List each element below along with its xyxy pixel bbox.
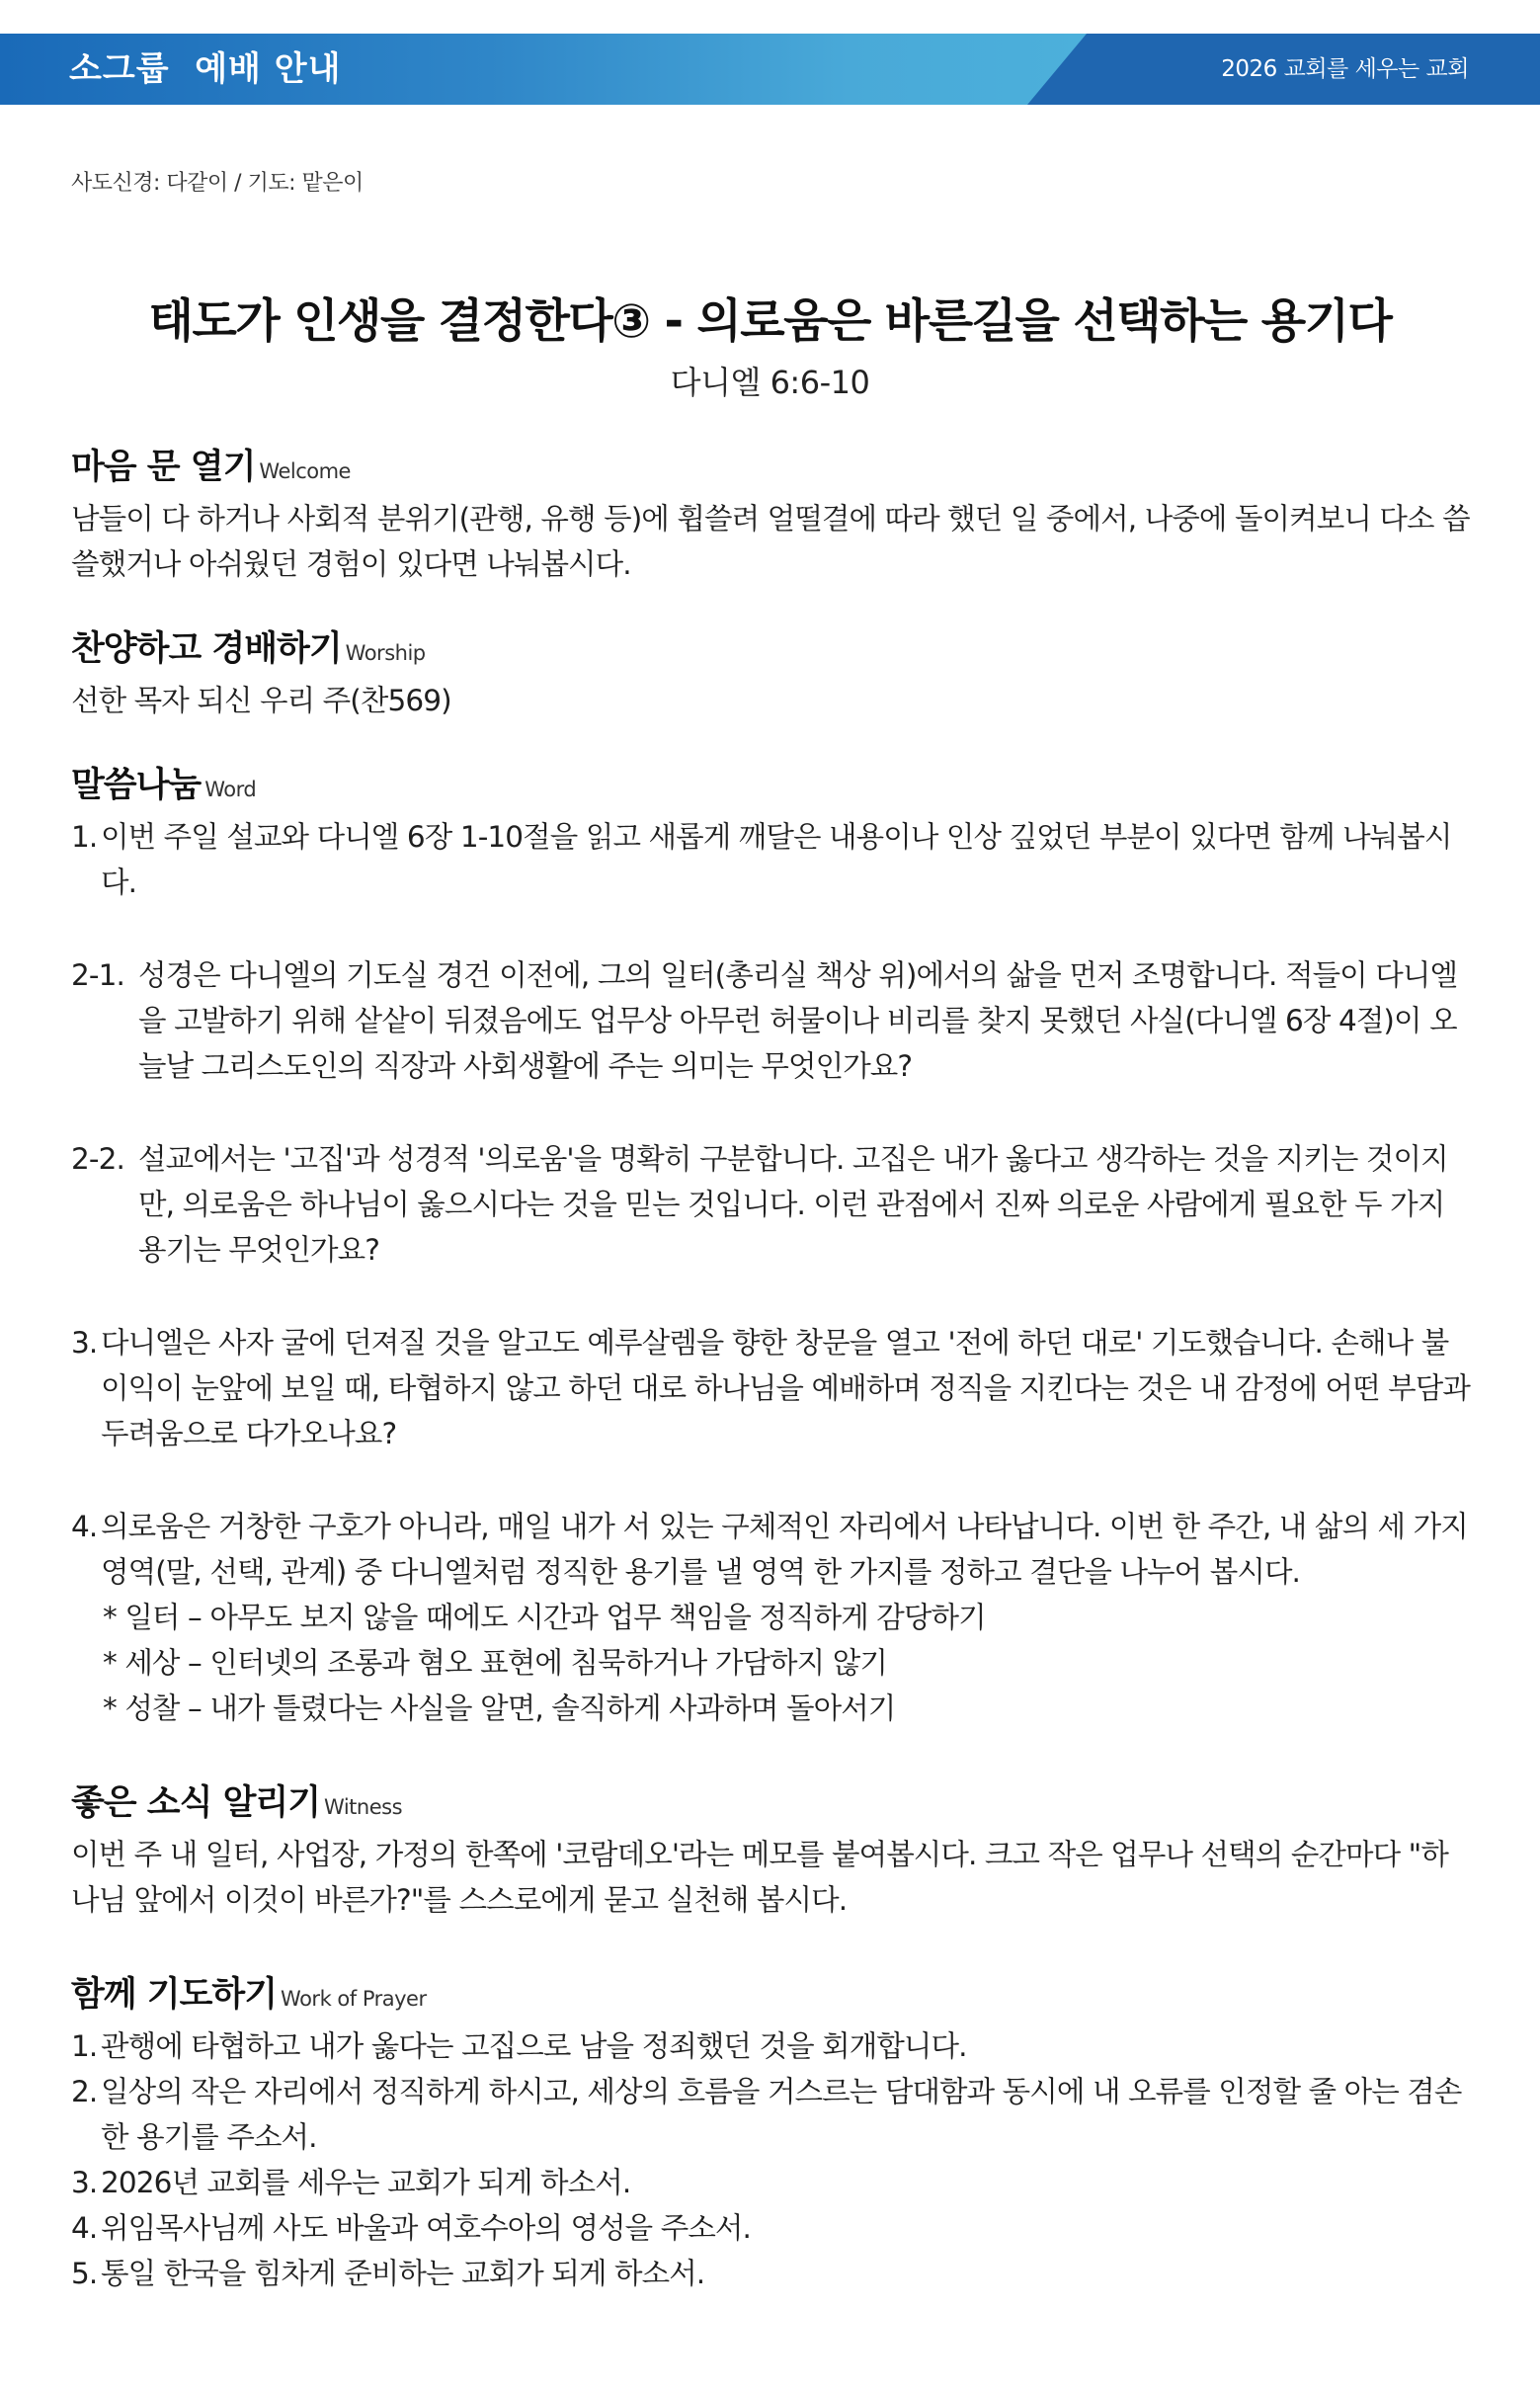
- section-title: 좋은 소식 알리기: [71, 1783, 321, 1823]
- question-item: [71, 1136, 1474, 1273]
- prayer-text: 위임목사님께 사도 바울과 여호수아의 영성을 주소서.: [101, 2211, 751, 2245]
- question-text: 설교에서는 '고집'과 성경적 '의로움'을 명확히 구분합니다. 고집은 내가 옳다고 생각하는 것을 지키는 것이지만, 의로움은 하나님이 옳으시다는 것을 믿는 것입니다. 이런 관점에서 진짜 의로운 사람에게 필요한 두 가지 용기는 무엇인가요?: [138, 1142, 1448, 1267]
- question-text: 의로움은 거창한 구호가 아니라, 매일 내가 서 있는 구체적인 자리에서 나타납니다. 이번 한 주간, 내 삶의 세 가지 영역(말, 선택, 관계) 중 다니엘처럼 정직한 용기를 낼 영역 한 가지를 정하고 결단을 나누어 봅시다.: [101, 1510, 1468, 1589]
- list-item: * 성찰 – 내가 틀렸다는 사실을 알면, 솔직하게 사과하며 돌아서기: [103, 1692, 896, 1725]
- question-item: [71, 952, 1474, 1089]
- section-title: 마음 문 열기: [71, 448, 256, 487]
- section-subtitle: Worship: [345, 641, 426, 665]
- prayer-text: 통일 한국을 힘차게 준비하는 교회가 되게 하소서.: [101, 2257, 705, 2290]
- sermon-title: 태도가 인생을 결정한다③ - 의로움은 바른길을 선택하는 용기다: [148, 294, 1392, 349]
- question-number: 1.: [71, 820, 98, 854]
- prayer-item: [71, 2160, 1474, 2205]
- question-number: 2-2.: [71, 1142, 124, 1176]
- witness-text: 이번 주 내 일터, 사업장, 가정의 한쪽에 '코람데오'라는 메모를 붙여봅시다. 크고 작은 업무나 선택의 순간마다 "하나님 앞에서 이것이 바른가?"를 스스로에게 묻고 실천해 봅시다.: [71, 1838, 1448, 1917]
- section-subtitle: Welcome: [259, 459, 351, 483]
- welcome-text: 남들이 다 하거나 사회적 분위기(관행, 유행 등)에 휩쓸려 얼떨결에 따라 했던 일 중에서, 나중에 돌이켜보니 다소 씁쓸했거나 아쉬웠던 경험이 있다면 나눠봅시다.: [71, 502, 1470, 581]
- prayer-text: 관행에 타협하고 내가 옳다는 고집으로 남을 정죄했던 것을 회개합니다.: [101, 2029, 967, 2063]
- worship-guide-content: [71, 445, 1474, 2296]
- banner-title: 소그룹 예배 안내: [69, 49, 342, 89]
- worship-hymn: 선한 목자 되신 우리 주(찬569): [71, 684, 451, 717]
- section-heading-prayer: [71, 1972, 1474, 2022]
- question-text: 다니엘은 사자 굴에 던져질 것을 알고도 예루살렘을 향한 창문을 열고 '전에 하던 대로' 기도했습니다. 손해나 불이익이 눈앞에 보일 때, 타협하지 않고 하던 대로 하나님을 예배하며 정직을 지킨다는 것은 내 감정에 어떤 부담과 두려움으로 다가오나요?: [101, 1326, 1470, 1450]
- prayer-number: 5.: [71, 2257, 98, 2290]
- section-subtitle: Word: [204, 778, 257, 801]
- section-heading-worship: [71, 626, 1474, 676]
- question-number: 2-1.: [71, 958, 124, 992]
- prayer-item: [71, 2205, 1474, 2251]
- question-text: 성경은 다니엘의 기도실 경건 이전에, 그의 일터(총리실 책상 위)에서의 삶을 먼저 조명합니다. 적들이 다니엘을 고발하기 위해 샅샅이 뒤졌음에도 업무상 아무런 허물이나 비리를 찾지 못했던 사실(다니엘 6장 4절)이 오늘날 그리스도인의 직장과 사회생활에 주는 의미는 무엇인가요?: [138, 958, 1458, 1083]
- section-title: 함께 기도하기: [71, 1975, 278, 2015]
- section-heading-witness: [71, 1780, 1474, 1830]
- question-number: 3.: [71, 1326, 98, 1360]
- service-notice: 사도신경: 다같이 / 기도: 맡은이: [71, 171, 364, 196]
- header-banner: [0, 34, 1540, 105]
- scripture-reference: 다니엘 6:6-10: [670, 364, 870, 401]
- prayer-number: 1.: [71, 2029, 98, 2063]
- prayer-number: 4.: [71, 2211, 98, 2245]
- prayer-number: 2.: [71, 2075, 98, 2108]
- prayer-item: [71, 2023, 1474, 2069]
- question-item: [71, 814, 1474, 905]
- prayer-number: 3.: [71, 2166, 98, 2199]
- section-heading-welcome: [71, 445, 1474, 494]
- section-title: 찬양하고 경배하기: [71, 629, 342, 669]
- prayer-text: 2026년 교회를 세우는 교회가 되게 하소서.: [101, 2166, 631, 2199]
- section-subtitle: Witness: [324, 1795, 403, 1819]
- question-text: 이번 주일 설교와 다니엘 6장 1-10절을 읽고 새롭게 깨달은 내용이나 인상 깊었던 부분이 있다면 함께 나눠봅시다.: [101, 820, 1452, 899]
- section-title: 말씀나눔: [71, 766, 202, 805]
- question-item: [71, 1504, 1474, 1595]
- section-heading-word: [71, 763, 1474, 812]
- list-item: * 일터 – 아무도 보지 않을 때에도 시간과 업무 책임을 정직하게 감당하기: [103, 1601, 986, 1634]
- question-item: [71, 1320, 1474, 1456]
- banner-subtitle: 2026 교회를 세우는 교회: [1221, 56, 1469, 82]
- prayer-item: [71, 2069, 1474, 2160]
- question-number: 4.: [71, 1510, 98, 1543]
- prayer-item: [71, 2251, 1474, 2296]
- list-item: * 세상 – 인터넷의 조롱과 혐오 표현에 침묵하거나 가담하지 않기: [103, 1646, 887, 1680]
- section-subtitle: Work of Prayer: [281, 1987, 427, 2011]
- prayer-text: 일상의 작은 자리에서 정직하게 하시고, 세상의 흐름을 거스르는 담대함과 동시에 내 오류를 인정할 줄 아는 겸손한 용기를 주소서.: [101, 2075, 1462, 2154]
